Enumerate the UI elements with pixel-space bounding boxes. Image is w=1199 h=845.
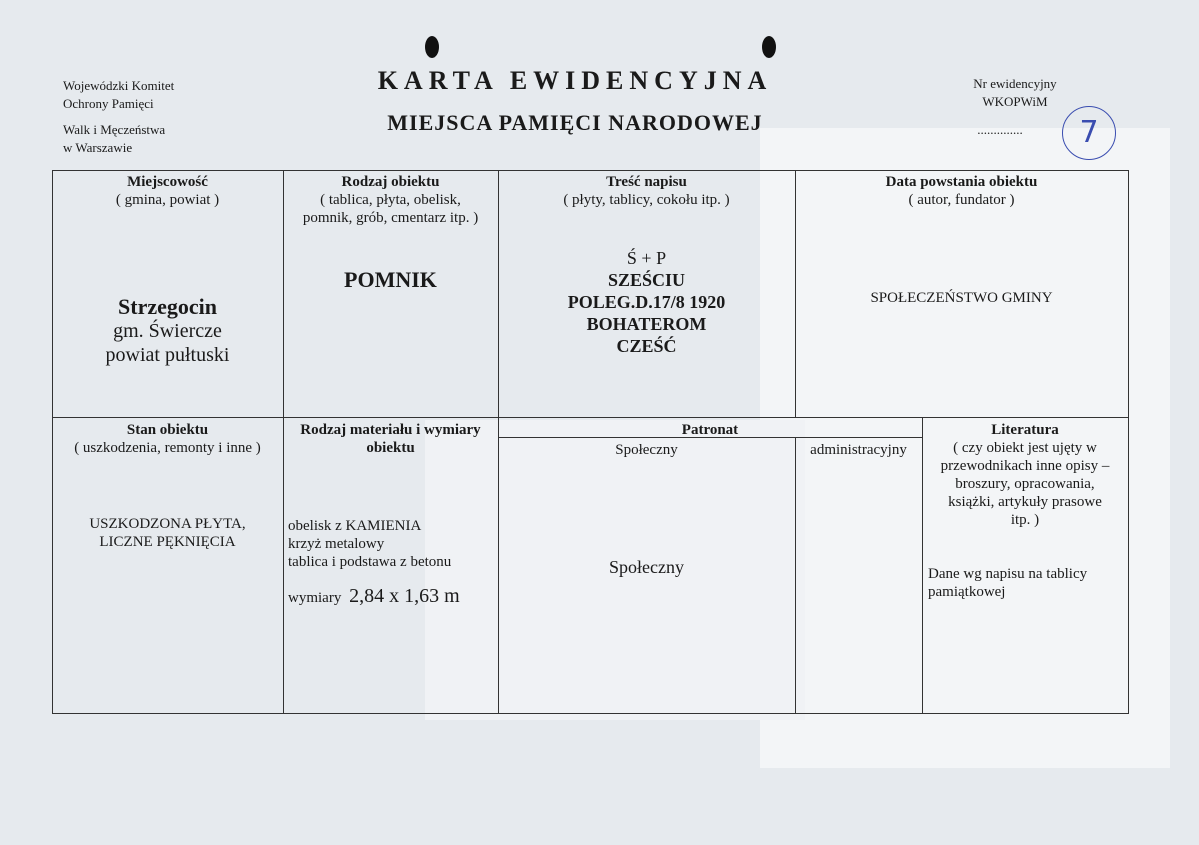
column-header: Miejscowość: [127, 174, 208, 190]
inscription-line: Ś + P: [626, 248, 667, 268]
column-hint: ( płyty, tablicy, cokołu itp. ): [563, 192, 730, 208]
county: powiat pułtuski: [105, 344, 230, 366]
column-header: Stan obiektu: [126, 422, 209, 438]
punch-hole: [425, 36, 439, 58]
record-org: WKOPWiM: [982, 94, 1048, 109]
commune: gm. Świercze: [113, 320, 222, 342]
column-hint: pomnik, grób, cmentarz itp. ): [302, 210, 479, 226]
issuer-line: Ochrony Pamięci: [63, 96, 154, 111]
cell-literatura: [922, 421, 1128, 601]
inscription-line: BOHATEROM: [586, 314, 707, 334]
column-header: Treść napisu: [606, 174, 687, 190]
material-line: obelisk z KAMIENIA: [288, 518, 422, 534]
column-hint: przewodnikach inne opisy –: [940, 458, 1110, 474]
column-hint: ( gmina, powiat ): [115, 192, 220, 208]
patronat-social-value: Społeczny: [609, 557, 684, 577]
inscription-line: POLEG.D.17/8 1920: [567, 292, 726, 312]
patronat-header: Patronat: [681, 422, 739, 438]
object-type: POMNIK: [344, 267, 437, 292]
issuer-line: Walk i Męczeństwa: [63, 122, 166, 137]
cell-rodzaj: [283, 173, 498, 292]
inscription-line: CZEŚĆ: [616, 336, 677, 356]
issuer-line: Wojewódzki Komitet: [63, 78, 175, 93]
column-header: Rodzaj materiału i wymiary: [300, 422, 481, 438]
column-hint: itp. ): [1010, 512, 1040, 528]
place-name: Strzegocin: [118, 294, 217, 319]
column-hint: ( czy obiekt jest ujęty w: [953, 440, 1097, 456]
page-title: KARTA EWIDENCYJNA: [377, 66, 773, 95]
issuer-line: w Warszawie: [63, 140, 133, 155]
column-hint: ( autor, fundator ): [908, 192, 1015, 208]
material-line: krzyż metalowy: [288, 536, 385, 552]
dimensions-value: 2,84 x 1,63 m: [349, 585, 460, 607]
founder: SPOŁECZEŃSTWO GMINY: [870, 290, 1053, 306]
column-hint: książki, artykuły prasowe: [948, 494, 1102, 510]
record-label: Nr ewidencyjny: [973, 76, 1057, 91]
column-header: Data powstania obiektu: [885, 174, 1038, 190]
cell-miejscowosc: [52, 173, 283, 367]
condition-line: LICZNE PĘKNIĘCIA: [99, 534, 236, 550]
punch-hole: [762, 36, 776, 58]
page-subtitle: MIEJSCA PAMIĘCI NARODOWEJ: [387, 110, 763, 135]
patronat-admin-label: administracyjny: [810, 442, 907, 458]
cell-material: [283, 421, 498, 607]
handwritten-number: 7: [1062, 106, 1116, 160]
issuer-block: [63, 77, 174, 157]
literature-line: Dane wg napisu na tablicy: [928, 566, 1088, 582]
column-header: obiektu: [366, 440, 415, 456]
condition-line: USZKODZONA PŁYTA,: [89, 516, 246, 532]
column-hint: ( tablica, płyta, obelisk,: [320, 192, 461, 208]
material-line: tablica i podstawa z betonu: [288, 554, 452, 570]
cell-stan: [52, 421, 283, 551]
dimensions-label: wymiary: [288, 590, 342, 606]
literature-line: pamiątkowej: [928, 584, 1006, 600]
record-number-field: ..............: [977, 122, 1023, 137]
column-hint: ( uszkodzenia, remonty i inne ): [74, 440, 261, 456]
column-header: Rodzaj obiektu: [341, 174, 440, 190]
cell-tresc: [498, 173, 795, 357]
cell-data: [795, 173, 1128, 307]
patronat-social-label: Społeczny: [615, 442, 678, 458]
column-hint: broszury, opracowania,: [955, 476, 1095, 492]
column-header: Literatura: [991, 422, 1059, 438]
inscription-line: SZEŚCIU: [607, 270, 686, 290]
